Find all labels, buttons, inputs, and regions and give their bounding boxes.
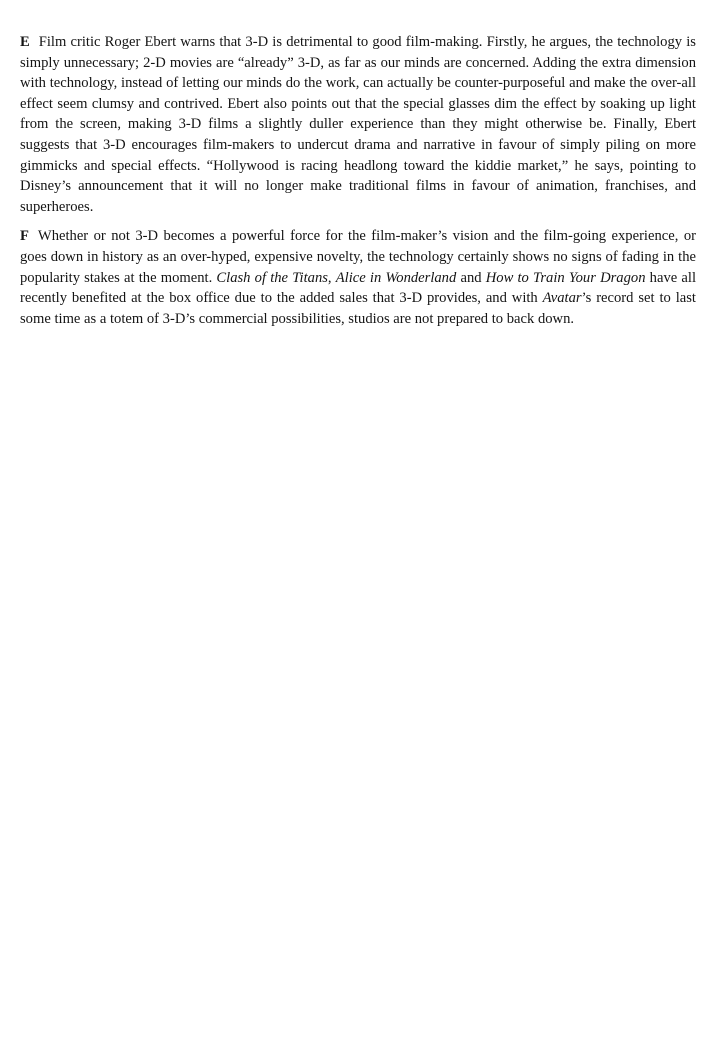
paragraph-letter: E <box>20 34 30 50</box>
paragraph-e <box>20 32 696 217</box>
film-title: Clash of the Titans <box>216 269 328 286</box>
paragraph-text: and <box>456 269 486 286</box>
paragraph-text: Film critic Roger Ebert warns that 3-D is detrimental to good film-making. Firstly, he argues, the technology is simply unnecessary; 2-D movies are “already” 3-D, as far as our minds are concerned. Adding the extra dimension with technology, instead of letting our minds do the work, can actually be counter-purposeful and make the over-all effect seem clumsy and contrived. Ebert also points out that the special glasses dim the effect by soaking up light from the screen, making 3-D films a slightly duller experience than they might otherwise be. Finally, Ebert suggests that 3-D encourages film-makers to undercut drama and narrative in favour of simply piling on more gimmicks and special effects. “Hollywood is racing headlong toward the kiddie market,” he says, pointing to Disney’s announcement that it will no longer make traditional films in favour of animation, franchises, and superheroes. <box>20 34 696 215</box>
paragraph-text: ’s record set to last some time as a totem of 3-D’s commercial possibilities, studios are not prepared to back down. <box>20 290 696 327</box>
paragraph-f <box>20 226 696 329</box>
paragraph-letter: F <box>20 228 29 245</box>
film-title: Avatar <box>542 290 582 307</box>
film-title: How to Train Your Dragon <box>485 269 646 286</box>
document-page <box>20 32 696 338</box>
film-title: Alice in Wonderland <box>335 269 457 286</box>
paragraph-text: have all recently benefited at the box office due to the added sales that 3-D provides, and with <box>20 269 697 307</box>
paragraph-text: , <box>327 269 336 286</box>
paragraph-text: Whether or not 3-D becomes a powerful force for the film-maker’s vision and the film-going experience, or goes down in history as an over-hyped, expensive novelty, the technology certainly shows no signs of fading in the popularity stakes at the moment. <box>20 228 696 286</box>
